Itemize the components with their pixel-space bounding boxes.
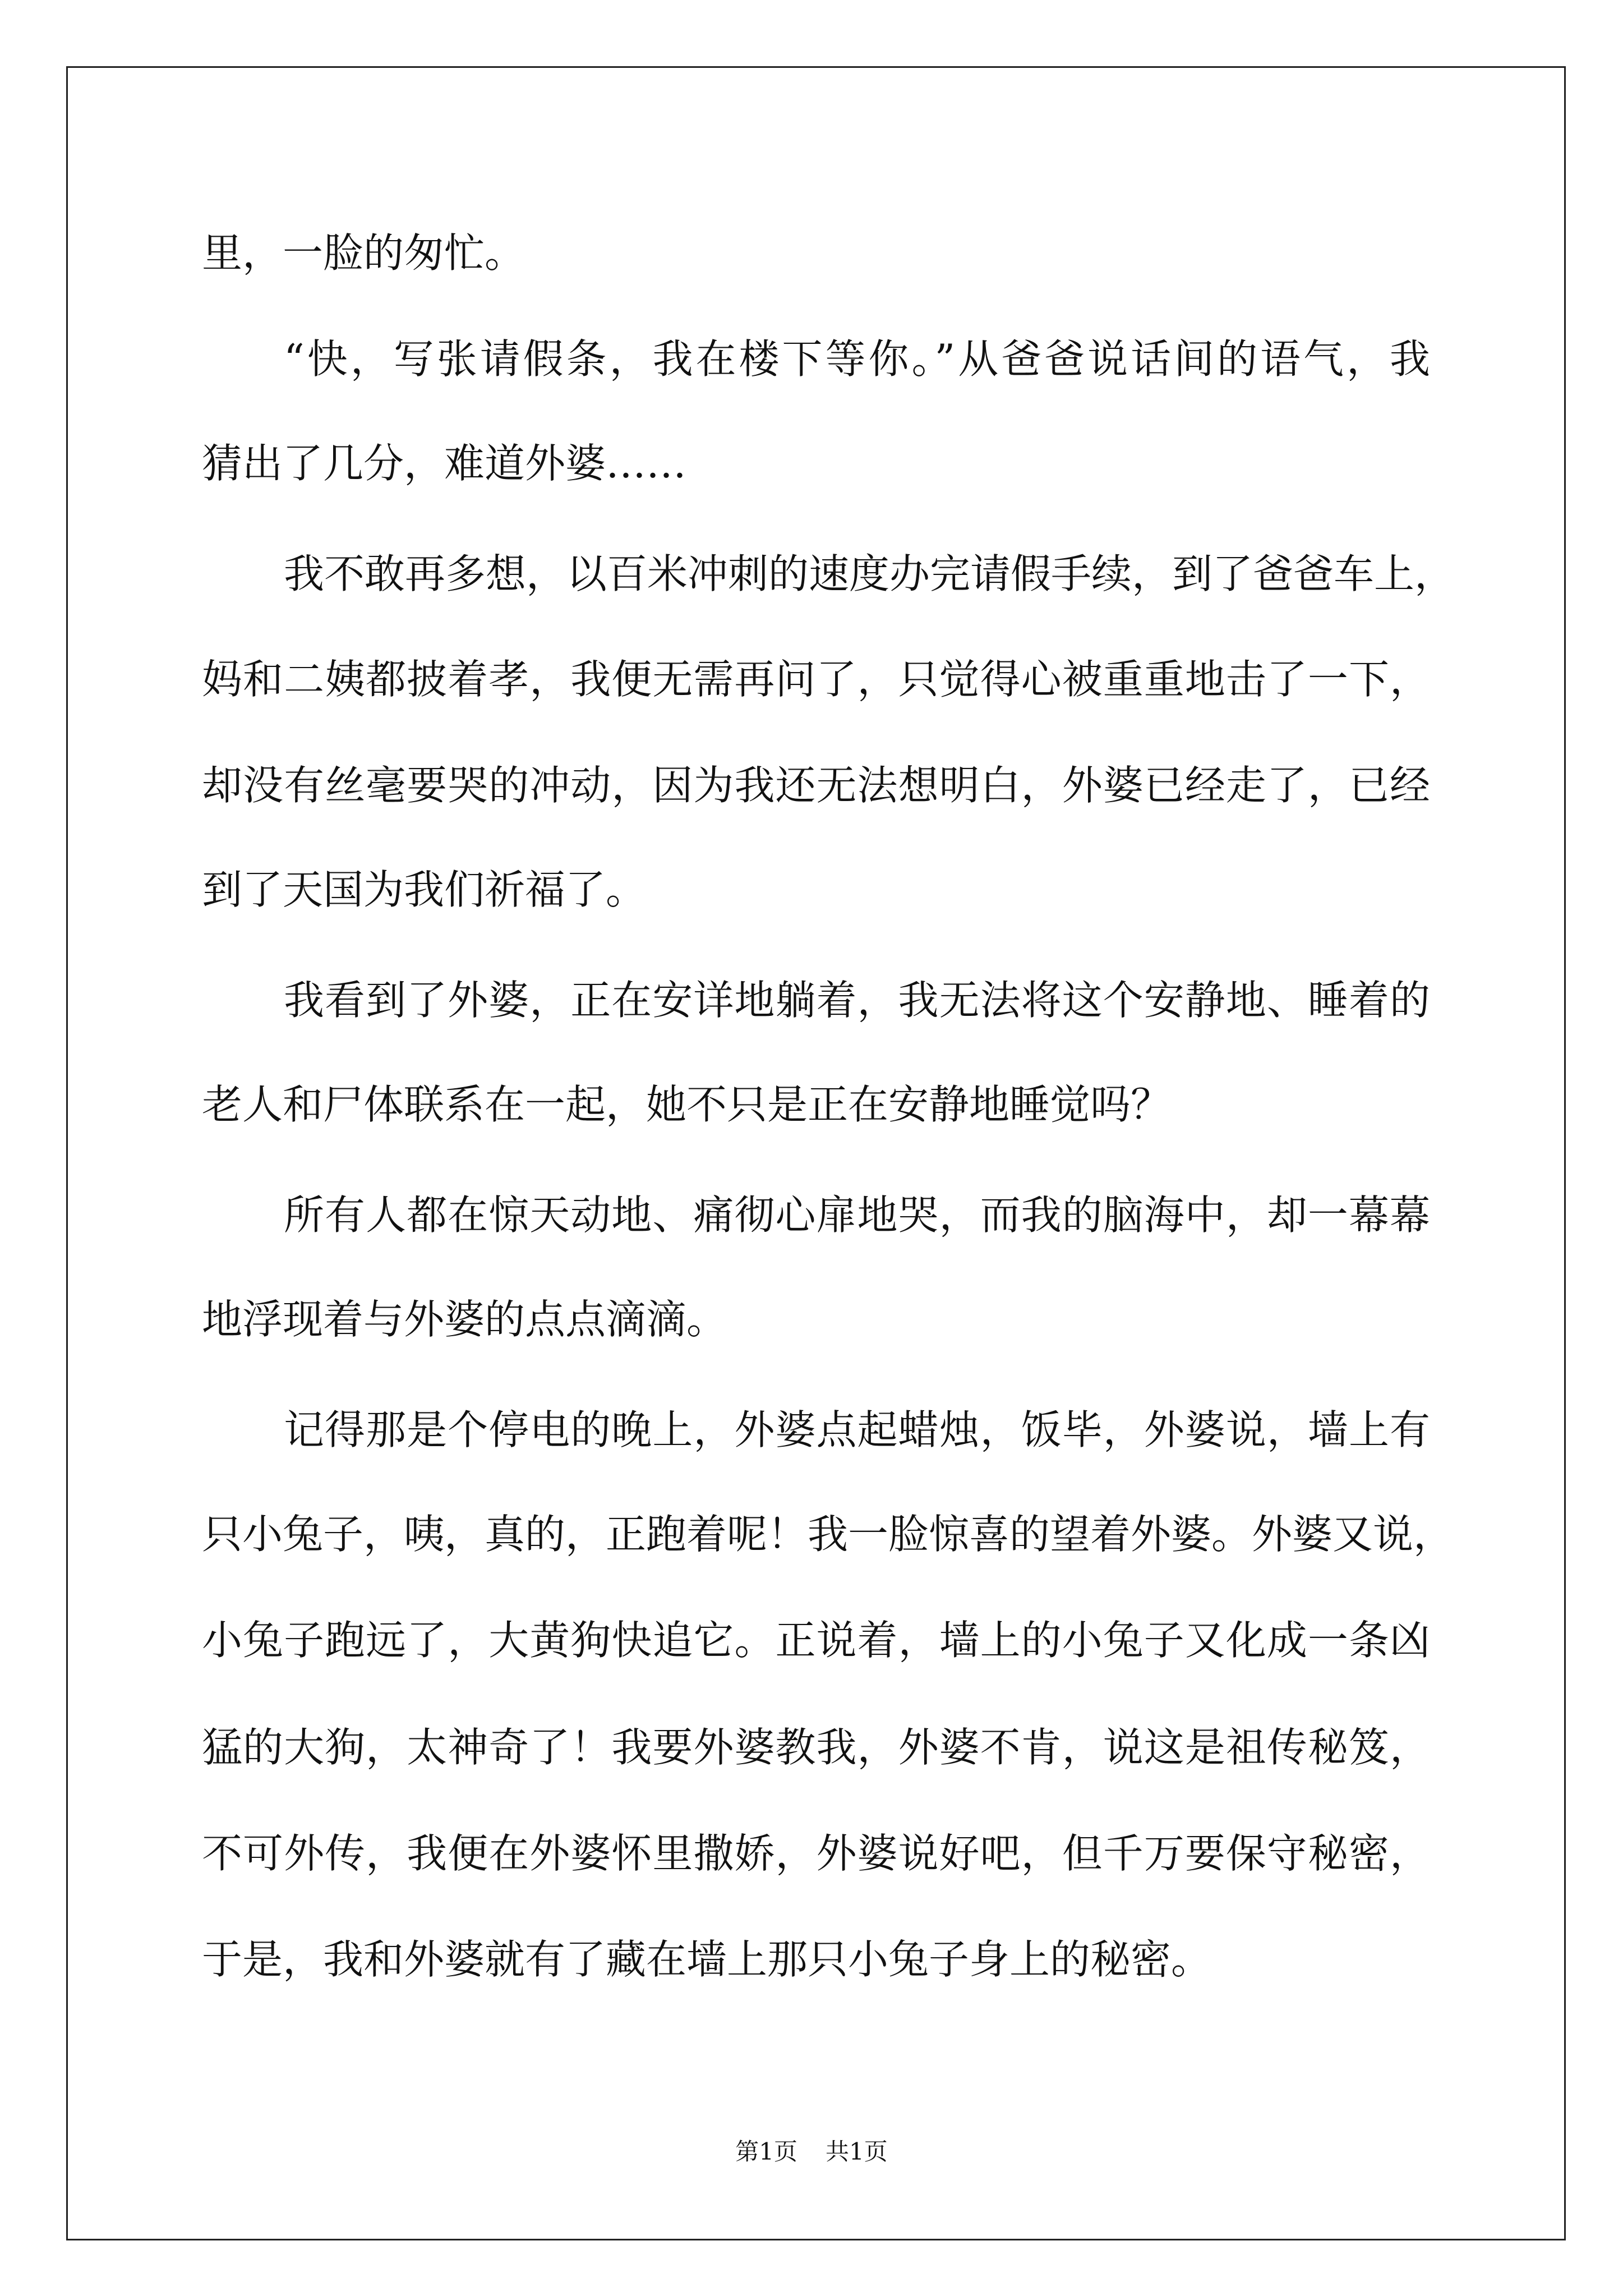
paragraph-line: 老人和尸体联系在一起，她不只是正在安静地睡觉吗？ (202, 1081, 1172, 1128)
paragraph-line: 却没有丝毫要哭的冲动，因为我还无法想明白，外婆已经走了，已经 (202, 762, 1430, 809)
paragraph-line: “快，写张请假条，我在楼下等你。”从爸爸说话间的语气，我 (284, 335, 1430, 383)
paragraph-line: 到了天国为我们祈福了。 (202, 866, 647, 913)
page-footer (0, 2135, 1623, 2169)
current-page-number: 第1页 (735, 2138, 797, 2165)
paragraph-line: 小兔子跑远了，大黄狗快追它。正说着，墙上的小兔子又化成一条凶 (202, 1617, 1430, 1664)
page-border (66, 66, 1566, 2240)
paragraph-line: 只小兔子，咦，真的，正跑着呢！我一脸惊喜的望着外婆。外婆又说， (202, 1511, 1454, 1558)
paragraph-line: 我看到了外婆，正在安详地躺着，我无法将这个安静地、睡着的 (284, 977, 1430, 1024)
paragraph-line: 里，一脸的匆忙。 (202, 229, 525, 277)
paragraph-line: 我不敢再多想，以百米冲刺的速度办完请假手续，到了爸爸车上， (284, 550, 1455, 597)
paragraph-line: 于是，我和外婆就有了藏在墙上那只小兔子身上的秘密。 (202, 1936, 1212, 1983)
paragraph-line: 所有人都在惊天动地、痛彻心扉地哭，而我的脑海中，却一幕幕 (284, 1191, 1430, 1239)
paragraph-line: 记得那是个停电的晚上，外婆点起蜡烛，饭毕，外婆说，墙上有 (284, 1406, 1430, 1453)
paragraph-line: 猛的大狗，太神奇了！我要外婆教我，外婆不肯，说这是祖传秘笈， (202, 1724, 1430, 1771)
total-pages: 共1页 (826, 2138, 888, 2165)
paragraph-line: 不可外传，我便在外婆怀里撒娇，外婆说好吧，但千万要保守秘密， (202, 1830, 1430, 1877)
paragraph-line: 妈和二姨都披着孝，我便无需再问了，只觉得心被重重地击了一下， (202, 656, 1430, 703)
paragraph-line: 猜出了几分，难道外婆…… (202, 440, 687, 487)
paragraph-line: 地浮现着与外婆的点点滴滴。 (202, 1296, 727, 1343)
